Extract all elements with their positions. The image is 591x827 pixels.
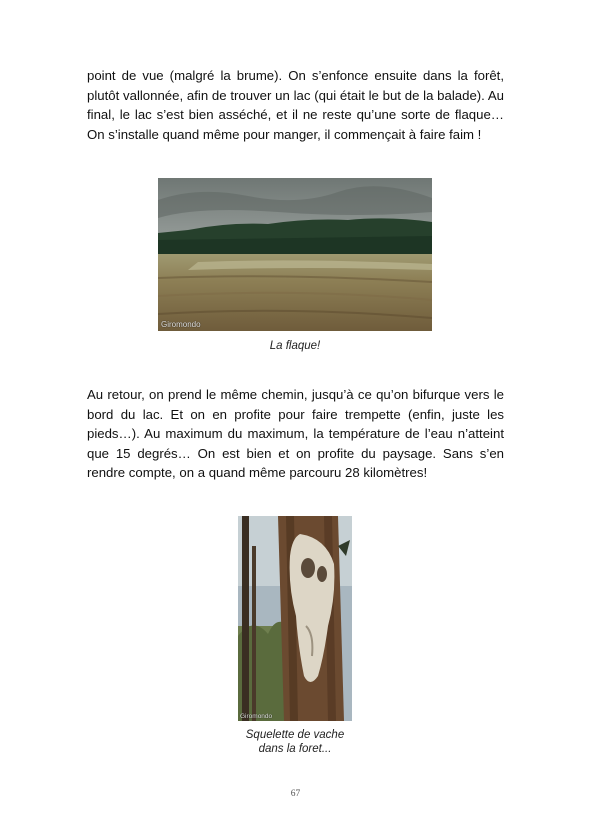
photo-watermark: Giromondo: [240, 713, 273, 720]
figure-caption: [200, 728, 390, 756]
body-paragraph: Au retour, on prend le même chemin, jusqu’à ce qu’on bifurque vers le bord du lac. Et on en profite pour faire trempette (enfin, juste les pieds…). Au maximum du maximum, la température de l’eau n’atteint que 15 degrés… On est bien et on profite du paysage. Sans s’en rendre compte, on a quand même parcouru 28 kilomètres!: [87, 387, 504, 480]
figure-caption: La flaque!: [269, 340, 321, 352]
photo-watermark: Giromondo: [161, 320, 201, 329]
lake-photo: [158, 178, 432, 331]
body-paragraph: point de vue (malgré la brume). On s’enfonce ensuite dans la forêt, plutôt vallonnée, afin de trouver un lac (qui était le but de la balade). Au final, le lac s’est bien asséché, et il ne reste qu’une sorte de flaque… On s’installe quand même pour manger, il commençait à faire faim !: [87, 68, 504, 142]
page-number: 67: [290, 789, 301, 799]
caption-line: dans la foret...: [258, 743, 332, 755]
caption-line: Squelette de vache: [245, 729, 345, 741]
dry-lake-landscape-image: [158, 178, 432, 331]
skull-on-tree-image: [238, 516, 352, 721]
cow-skull-photo: [238, 516, 352, 721]
